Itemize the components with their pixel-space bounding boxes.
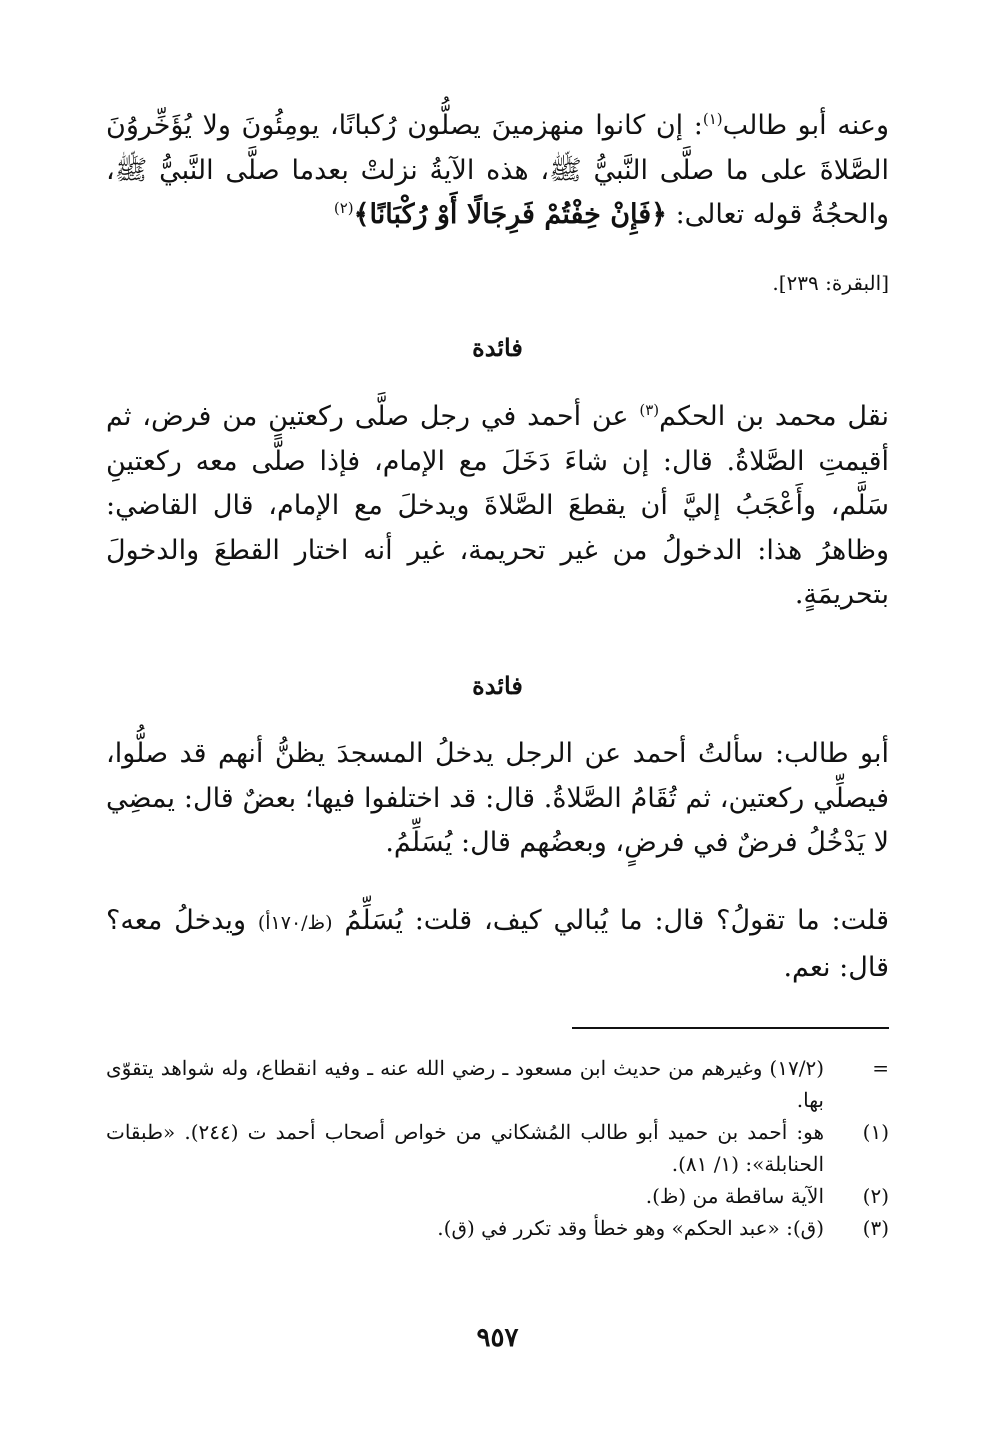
footnote-3 — [106, 1212, 889, 1244]
footnote-text: (ق): «عبد الحكم» وهو خطأ وقد تكرر في (ق). — [437, 1216, 824, 1240]
paragraph-4-text-start: قلت: ما تقولُ؟ قال: ما يُبالي كيف، قلت: يُسَلِّمُ — [332, 905, 889, 936]
paragraph-1 — [106, 104, 889, 238]
footnote-text: (١٧/٢) وغيرهم من حديث ابن مسعود ـ رضي الله عنه ـ وفيه انقطاع، وله شواهد يتقوّى بها. — [106, 1056, 824, 1112]
footnote-number: (٢) — [862, 1184, 889, 1208]
footnote-marker-1[interactable]: (١) — [702, 110, 723, 128]
footnote-divider — [572, 1027, 889, 1029]
footnote-number: = — [872, 1056, 889, 1080]
section-heading-2: فائدة — [472, 671, 523, 700]
paragraph-2-text-cont: عن أحمد في رجل صلَّى ركعتينِ من فرض، ثم أقيمتِ الصَّلاةُ. قال: إن شاءَ دَخَلَ مع الإمام، فإذا صلَّى معه ركعتينِ سَلَّم، وأَعْجَبُ إليَّ أن يقطعَ الصَّلاةَ ويدخلَ مع الإمام، قال القاضي: وظاهرُ هذا: الدخولُ من غير تحريمة، غير أنه اختار القطعَ والدخولَ بتحريمَةٍ. — [106, 401, 889, 611]
footnote-text: هو: أحمد بن حميد أبو طالب المُشكاني من خواص أصحاب أحمد ت (٢٤٤). «طبقات الحنابلة»: (١/ ٨١). — [106, 1120, 824, 1176]
section-heading-1: فائدة — [472, 333, 523, 362]
footnote-number: (١) — [862, 1120, 889, 1144]
paragraph-4-text-cont: ويدخلُ معه؟ قال: نعم. — [106, 905, 889, 983]
footnote-2 — [106, 1180, 889, 1212]
paragraph-2 — [106, 395, 889, 618]
footnote-marker-3[interactable]: (٣) — [639, 401, 660, 419]
paragraph-1-text-cont: : إن كانوا منهزمينَ يصلُّون رُكبانًا، يومِئُونَ ولا يُؤَخِّروُنَ الصَّلاةَ على ما صلَّى النَّبيُّ ﷺ، هذه الآيةُ نزلتْ بعدما صلَّى النَّبيُّ ﷺ، والحجُةُ قوله تعالى: — [106, 110, 889, 231]
footnote-marker-2[interactable]: (٢) — [333, 199, 354, 218]
verse-reference: [البقرة: ٢٣٩]. — [772, 271, 889, 295]
quran-verse: ﴿فَإِنْ خِفْتُمْ فَرِجَالًا أَوْ رُكْبَانًا﴾ — [353, 199, 667, 231]
paragraph-3: أبو طالب: سألتُ أحمد عن الرجل يدخلُ المسجدَ يظنُّ أنهم قد صلُّوا، فيصلِّي ركعتين، ثم تُقَامُ الصَّلاةُ. قال: قد اختلفوا فيها؛ بعضٌ قال: يمضِي لا يَدْخُلُ فرضٌ في فرضٍ، وبعضُهم قال: يُسَلِّمُ. — [106, 738, 889, 859]
footnote-continued — [106, 1052, 889, 1116]
footnotes — [106, 1052, 889, 1244]
paragraph-2-text-start: نقل محمد بن الحكم — [659, 401, 890, 432]
footnote-number: (٣) — [862, 1216, 889, 1240]
page-number: ٩٥٧ — [476, 1323, 519, 1353]
paragraph-1-text-start: وعنه أبو طالب — [722, 110, 889, 141]
footnote-text: الآية ساقطة من (ظ). — [645, 1184, 824, 1208]
footnote-1 — [106, 1116, 889, 1180]
manuscript-marker: (ظ/١٧٠أ) — [257, 912, 333, 934]
paragraph-4 — [106, 899, 889, 990]
